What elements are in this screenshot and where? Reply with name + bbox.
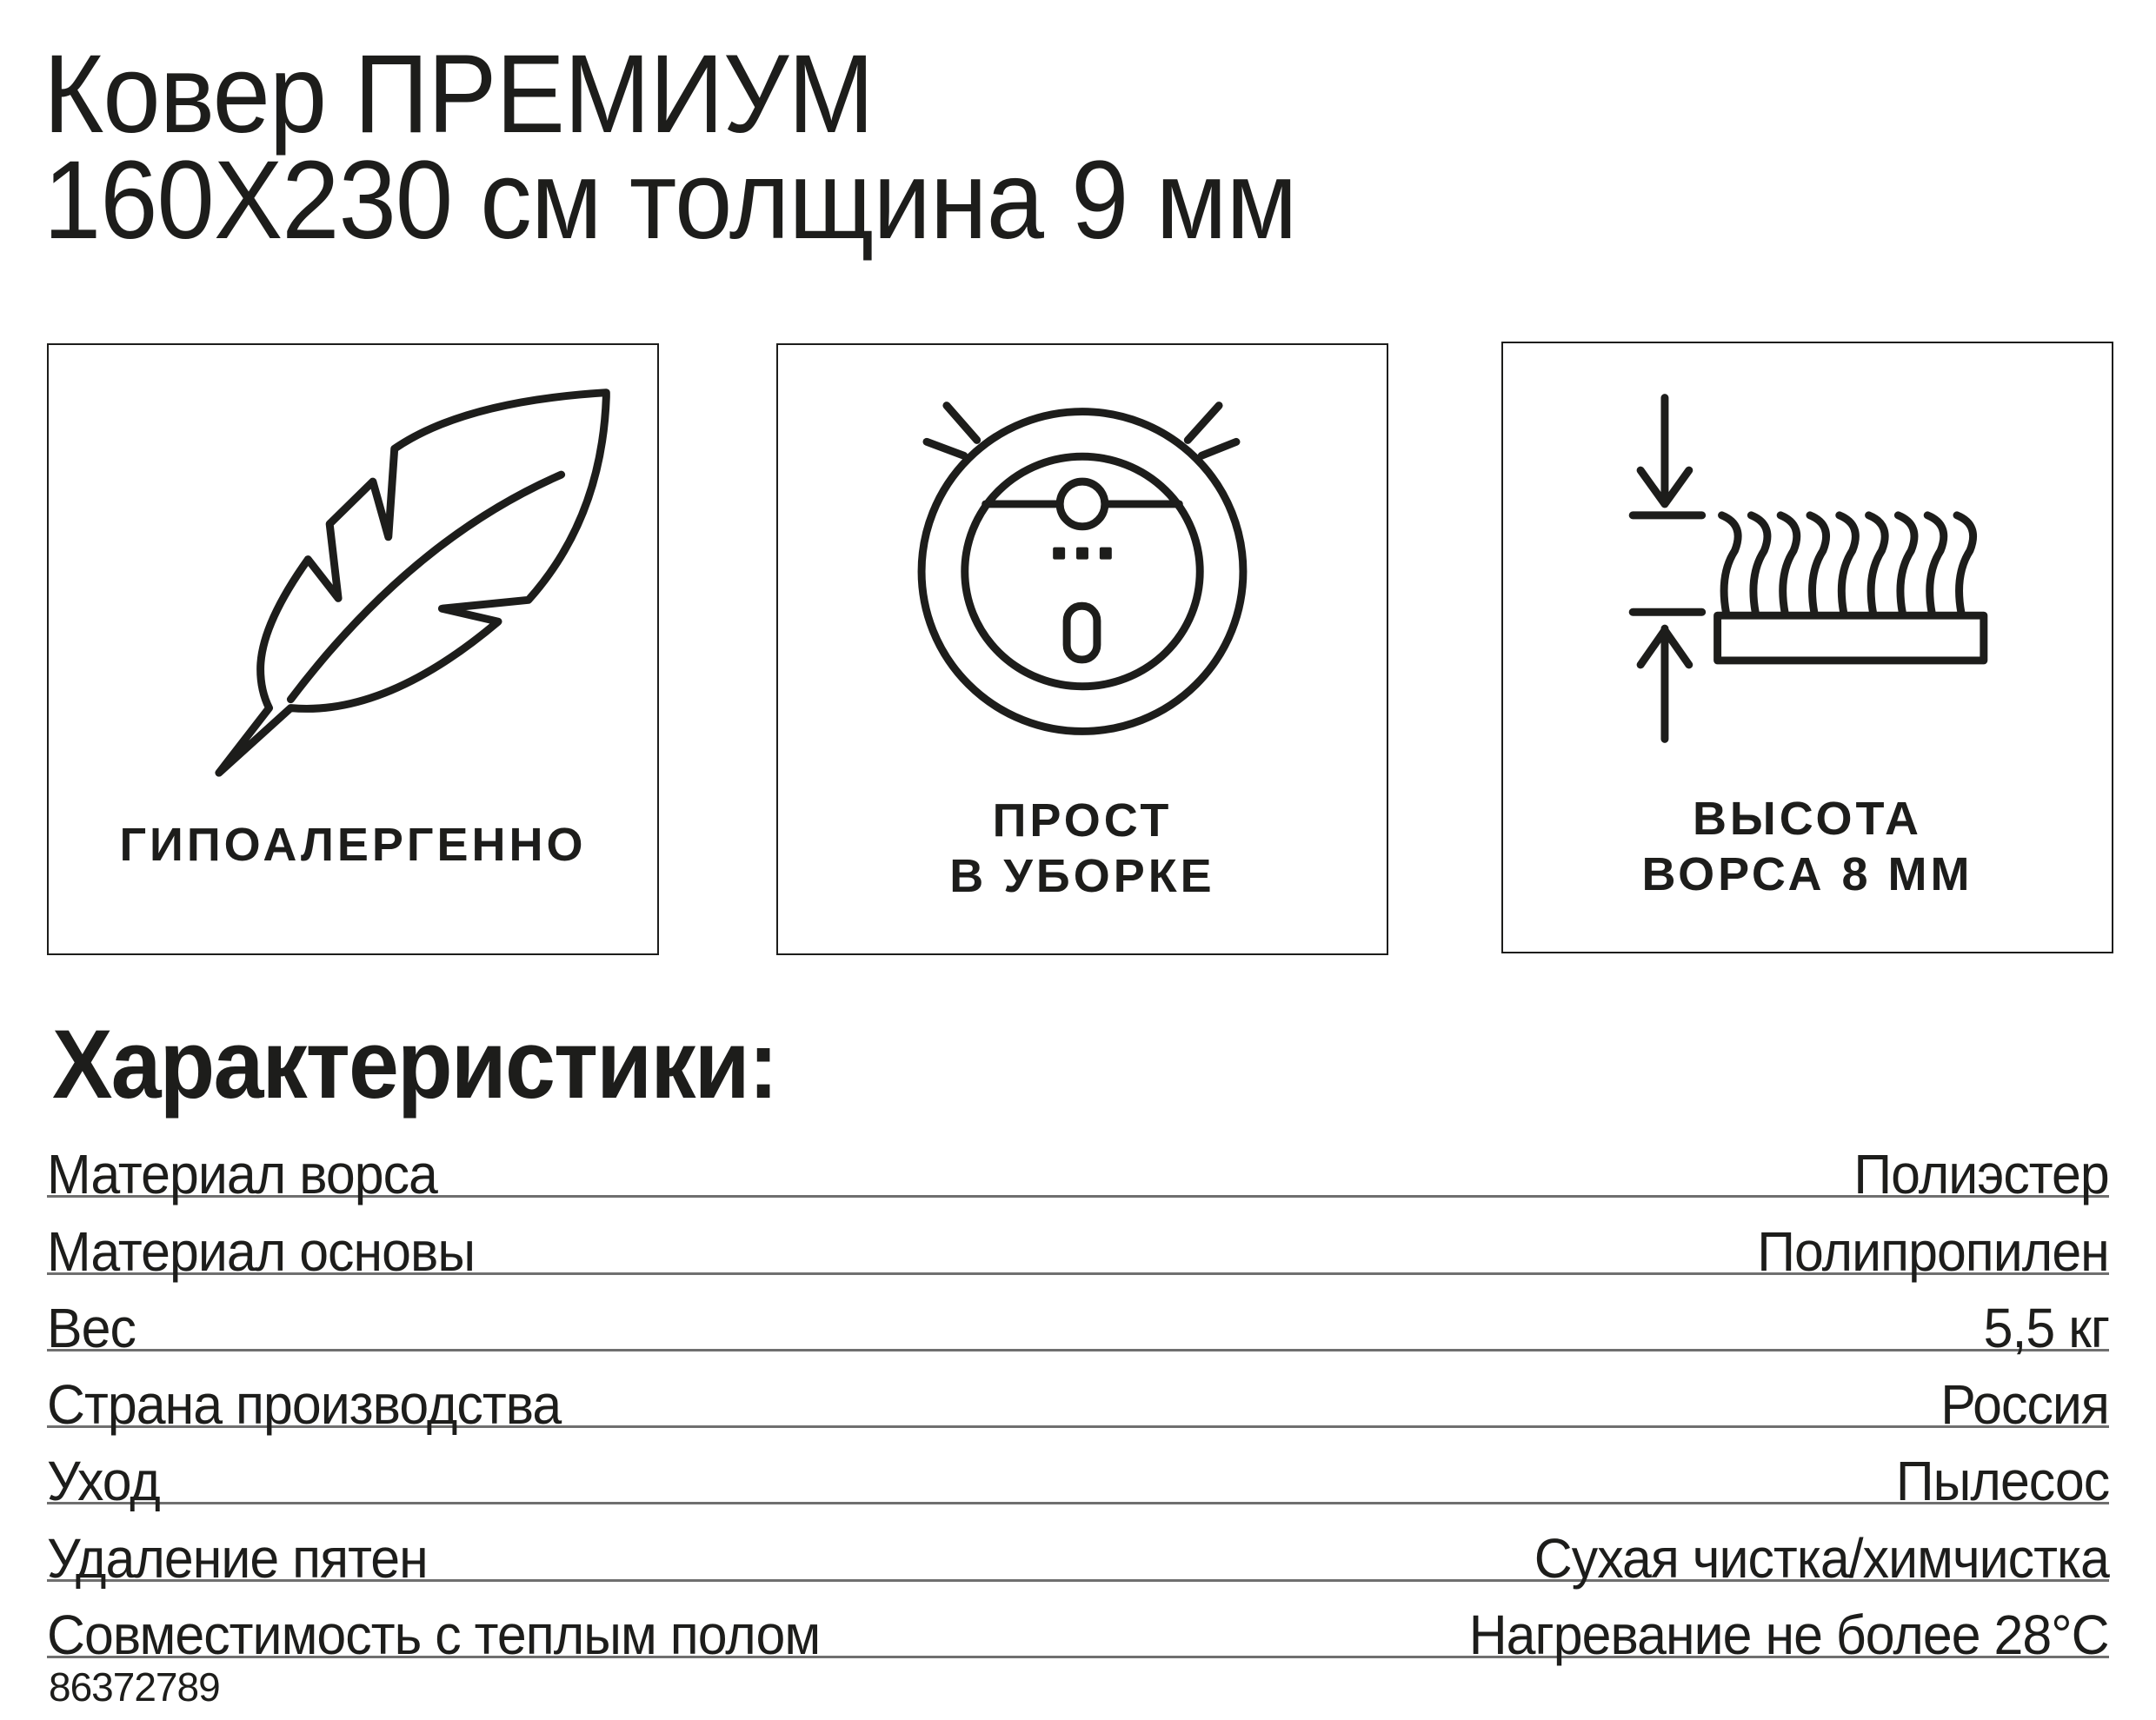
specs-heading: Характеристики:: [52, 1010, 777, 1119]
spec-name: Материал основы: [47, 1219, 476, 1283]
feature-label: ГИПОАЛЕРГЕННО: [119, 819, 587, 871]
article-code: 86372789: [49, 1664, 220, 1710]
spec-name: Удаление пятен: [47, 1526, 428, 1590]
feature-label-line1: ПРОСТ: [992, 794, 1173, 847]
product-title-line1: Ковер ПРЕМИУМ: [43, 32, 874, 156]
spec-value: Полиэстер: [1853, 1143, 2109, 1206]
spec-row: [47, 1198, 2109, 1283]
spec-name: Страна производства: [47, 1373, 562, 1437]
spec-row: [47, 1428, 2109, 1513]
spec-value: Россия: [1940, 1373, 2109, 1437]
spec-row: [47, 1351, 2109, 1437]
spec-name: Совместимость с теплым полом: [47, 1604, 821, 1667]
spec-value: Сухая чистка/химчистка: [1534, 1526, 2109, 1590]
spec-name: Вес: [47, 1296, 136, 1359]
feature-pile-height: [1501, 342, 2113, 953]
product-title: [43, 32, 1297, 262]
spec-value: Полипропилен: [1757, 1219, 2109, 1283]
spec-name: Уход: [47, 1450, 160, 1513]
spec-row: [47, 1275, 2109, 1359]
spec-value: Пылесос: [1895, 1450, 2109, 1513]
spec-row: [47, 1504, 2109, 1590]
product-title-line2: 160X230 см толщина 9 мм: [43, 138, 1297, 262]
spec-name: Материал ворса: [47, 1143, 437, 1206]
feature-label-line2: ВОРСА 8 ММ: [1641, 848, 1973, 900]
feature-hypoallergenic: [47, 343, 659, 955]
feature-label-line2: В УБОРКЕ: [949, 850, 1215, 902]
feature-label-line1: ВЫСОТА: [1692, 793, 1923, 845]
spec-row: [47, 1121, 2109, 1206]
spec-row: [47, 1582, 2109, 1667]
feature-easy-cleaning: [776, 343, 1388, 955]
spec-value: 5,5 кг: [1983, 1296, 2109, 1359]
spec-value: Нагревание не более 28°C: [1469, 1604, 2109, 1667]
specs-table: [47, 1121, 2109, 1667]
